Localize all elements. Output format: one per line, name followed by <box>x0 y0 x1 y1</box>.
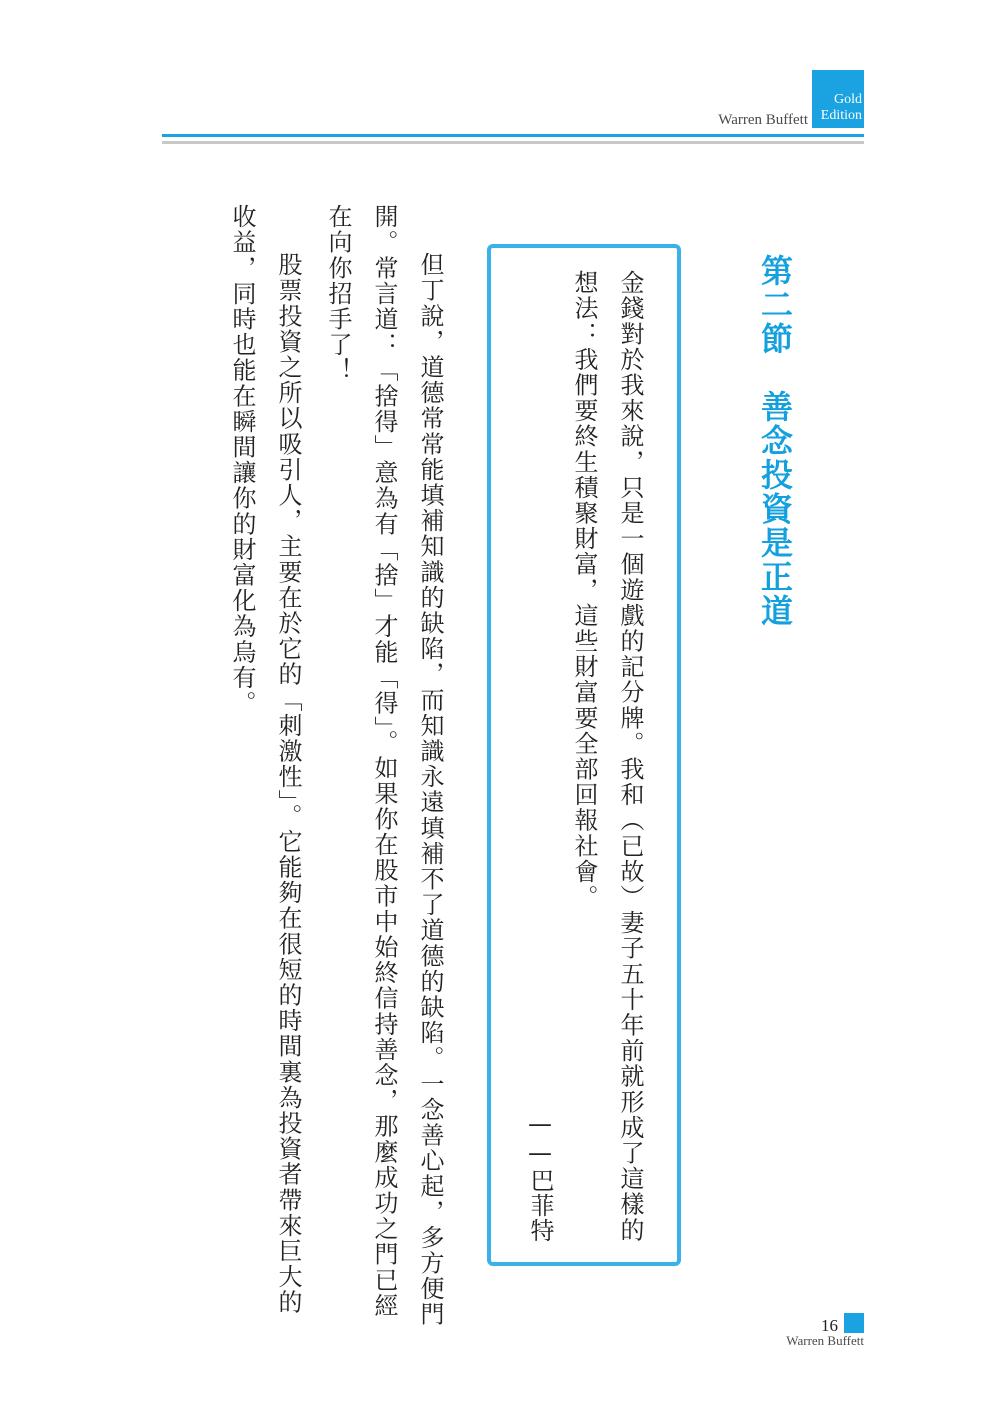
badge-line-gold: Gold <box>834 92 862 107</box>
body-line-3: 在向你招手了！ <box>324 204 352 384</box>
header-rule-blue <box>162 134 864 137</box>
quote-line-2: 想法：我們要終生積聚財富，這些財富要全部回報社會。 <box>570 270 598 910</box>
quote-attribution: ——巴菲特 <box>526 1110 554 1243</box>
quote-line-1: 金錢對於我來說，只是一個遊戲的記分牌。我和（已故）妻子五十年前就形成了這樣的 <box>616 270 644 1243</box>
header-rule-gray <box>162 141 864 144</box>
gold-edition-badge <box>812 70 864 128</box>
body-line-1: 但丁說，道德常常能填補知識的缺陷，而知識永遠填補不了道德的缺陷。一念善心起，多方便門 <box>416 252 444 1328</box>
footer-name: Warren Buffett <box>786 1333 864 1348</box>
body-line-4: 股票投資之所以吸引人，主要在於它的「刺激性」。它能夠在很短的時間裏為投資者帶來巨大的 <box>274 252 302 1316</box>
body-line-2: 開。常言道：「捨得」意為有「捨」才能「得」。如果你在股市中始終信持善念，那麼成功之門已經 <box>370 204 398 1319</box>
section-title: 第二節 善念投資是正道 <box>756 254 794 628</box>
page-number: 16 <box>821 1316 838 1335</box>
page-marker-square <box>844 1313 864 1333</box>
badge-line-edition: Edition <box>820 108 862 123</box>
body-line-5: 收益，同時也能在瞬間讓你的財富化為烏有。 <box>228 204 256 716</box>
running-header-name: Warren Buffett <box>718 112 808 128</box>
